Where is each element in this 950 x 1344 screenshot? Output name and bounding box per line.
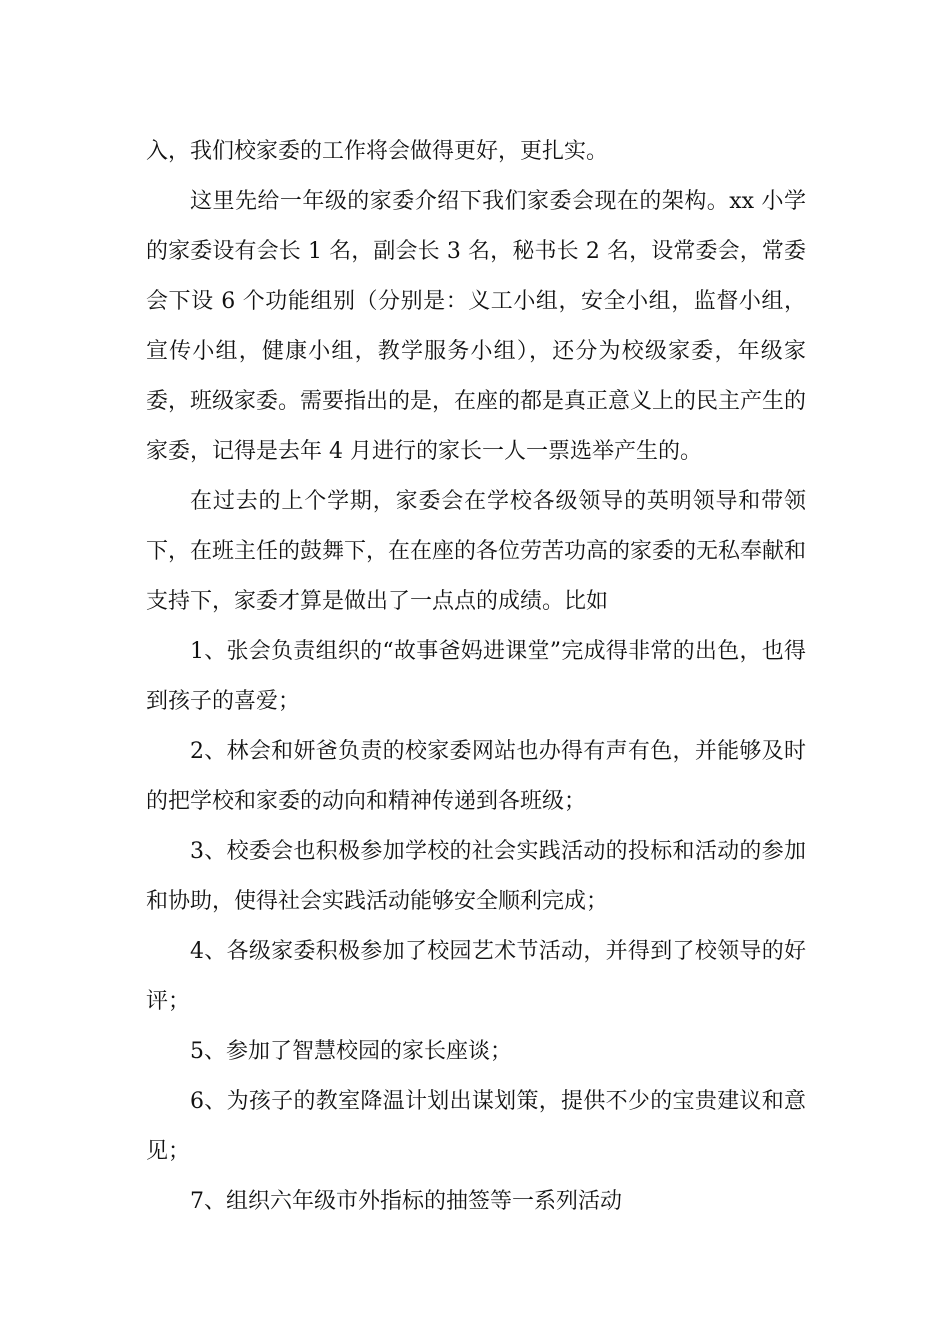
list-item-5: 5、参加了智慧校园的家长座谈； xyxy=(190,1039,512,1064)
list-item-4: 4、各级家委积极参加了校园艺术节活动，并得到了校领导的好评； xyxy=(146,939,806,1014)
paragraph-continuation: 入，我们校家委的工作将会做得更好，更扎实。 xyxy=(146,139,609,164)
paragraph-past-semester: 在过去的上个学期，家委会在学校各级领导的英明领导和带领下，在班主任的鼓舞下，在在座的各位劳苦功高的家委的无私奉献和支持下，家委才算是做出了一点点的成绩。比如 xyxy=(146,489,807,614)
list-item-2: 2、林会和妍爸负责的校家委网站也办得有声有色，并能够及时的把学校和家委的动向和精神传递到各班级； xyxy=(146,739,806,814)
document-body xyxy=(146,127,806,1227)
list-item-3: 3、校委会也积极参加学校的社会实践活动的投标和活动的参加和协助，使得社会实践活动能够安全顺利完成； xyxy=(146,839,806,914)
list-item-1: 1、张会负责组织的“故事爸妈进课堂”完成得非常的出色，也得到孩子的喜爱； xyxy=(146,639,806,714)
list-item-7: 7、组织六年级市外指标的抽签等一系列活动 xyxy=(190,1189,622,1214)
paragraph-structure: 这里先给一年级的家委介绍下我们家委会现在的架构。xx 小学的家委设有会长 1 名，副会长 3 名，秘书长 2 名，设常委会，常委会下设 6 个功能组别（分别是：义工小组，安全小组，监督小组，宣传小组，健康小组，教学服务小组），还分为校级家委，年级家委，班级家委。需要指出的是，在座的都是真正意义上的民主产生的家委，记得是去年 4 月进行的家长一人一票选举产生的。 xyxy=(146,189,807,464)
list-item-6: 6、为孩子的教室降温计划出谋划策，提供不少的宝贵建议和意见； xyxy=(146,1089,806,1164)
